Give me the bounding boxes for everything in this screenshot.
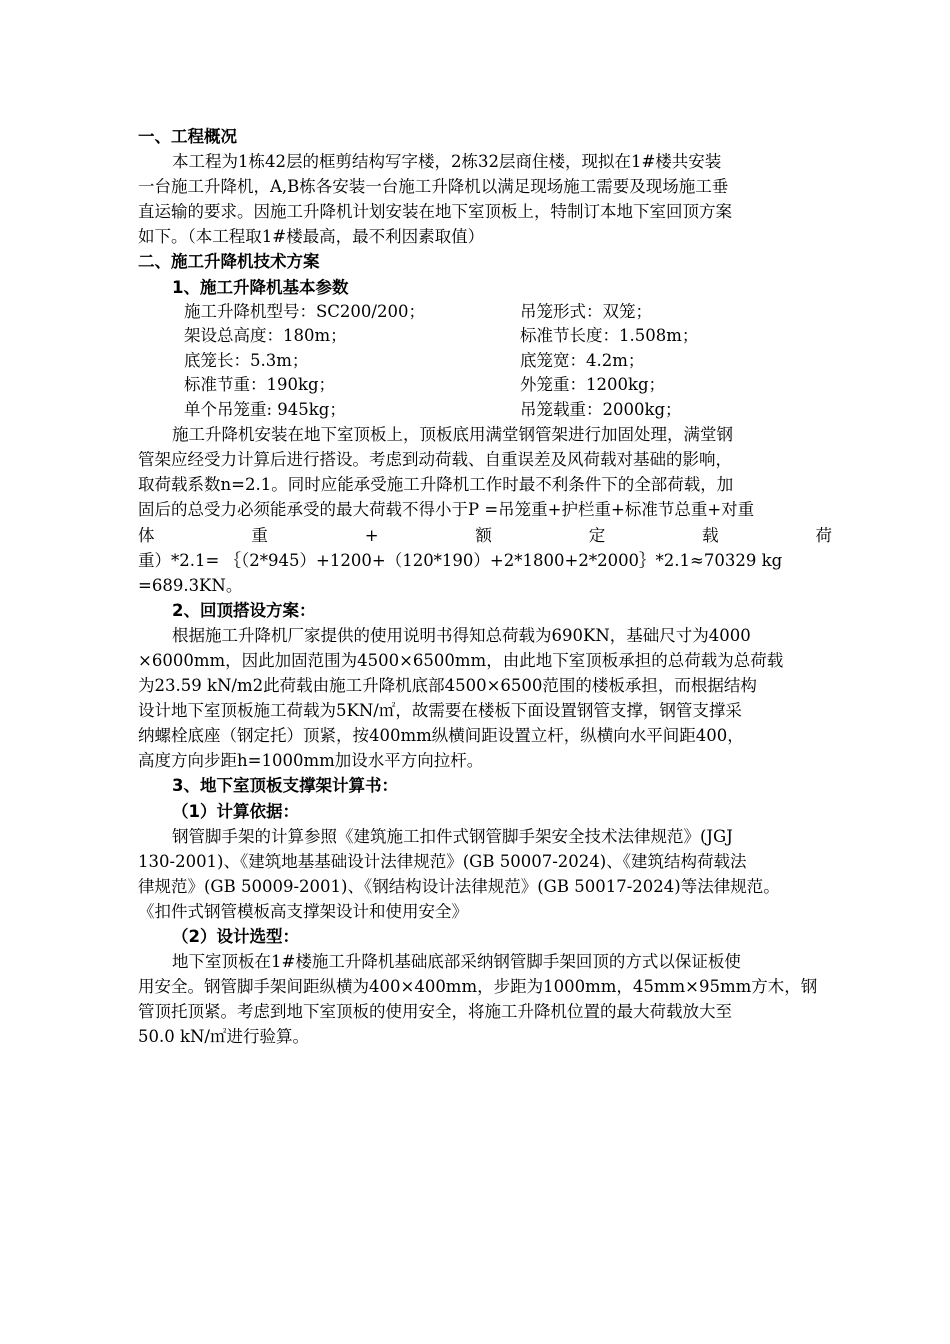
justified-word: 荷 bbox=[815, 525, 832, 545]
paragraph-line: 130-2001)、《建筑地基基础设计法律规范》(GB 50007-2024)、《建筑结构荷载法 bbox=[138, 851, 747, 871]
formula-line: 重）*2.1= ｛（2*945）+1200+（120*190）+2*1800+2*2000｝*2.1≈70329 kg bbox=[138, 550, 783, 570]
section-heading-tech-plan: 二、施工升降机技术方案 bbox=[138, 252, 320, 272]
paragraph-line: 固后的总受力必须能承受的最大荷载不得小于P =吊笼重+护栏重+标准节总重+对重 bbox=[138, 500, 755, 520]
paragraph-line: 50.0 kN/㎡进行验算。 bbox=[138, 1027, 309, 1047]
justified-word: 定 bbox=[588, 525, 606, 545]
paragraph-line: 纳螺栓底座（钢定托）顶紧，按400mm纵横间距设置立杆，纵横向水平间距400， bbox=[138, 726, 744, 746]
param-cell: 底笼长：5.3m； bbox=[184, 350, 309, 370]
document-body bbox=[138, 124, 838, 1050]
paragraph-line: 《扣件式钢管模板高支撑架设计和使用安全》 bbox=[138, 901, 468, 921]
paragraph-line: 用安全。钢管脚手架间距纵横为400×400mm，步距为1000mm，45mm×95mm方木，钢 bbox=[138, 977, 818, 997]
paragraph-line: 管架应经受力计算后进行搭设。考虑到动荷载、自重误差及风荷载对基础的影响， bbox=[138, 450, 732, 470]
paragraph-line: ×6000mm，因此加固范围为4500×6500mm，由此地下室顶板承担的总荷载为总荷载 bbox=[138, 651, 784, 670]
params-table bbox=[138, 300, 838, 423]
param-cell: 底笼宽：4.2m； bbox=[520, 350, 645, 370]
paragraph-line: 如下。（本工程取1#楼最高，最不利因素取值） bbox=[138, 227, 485, 247]
params-row bbox=[184, 373, 838, 398]
justified-word: 额 bbox=[475, 525, 492, 545]
paragraph-line: 管顶托顶紧。考虑到地下室顶板的使用安全，将施工升降机位置的最大荷载放大至 bbox=[138, 1002, 732, 1022]
subsection-heading-params: 1、施工升降机基本参数 bbox=[172, 277, 349, 297]
paragraph-line: 本工程为1栋42层的框剪结构写字楼，2栋32层商住楼，现拟在1#楼共安装 bbox=[172, 152, 722, 172]
paragraph-line: 一台施工升降机，A,B栋各安装一台施工升降机以满足现场施工需要及现场施工垂 bbox=[138, 177, 729, 197]
justified-line bbox=[138, 523, 832, 548]
param-cell: 标准节重：190kg； bbox=[184, 375, 336, 395]
section-heading-overview: 一、工程概况 bbox=[138, 127, 237, 146]
params-row bbox=[184, 349, 838, 374]
justified-word: 重 bbox=[251, 525, 268, 545]
paragraph-line: 设计地下室顶板施工荷载为5KN/㎡，故需要在楼板下面设置钢管支撑，钢管支撑采 bbox=[138, 701, 742, 721]
justified-word: 载 bbox=[702, 525, 719, 545]
justified-word: 体 bbox=[138, 525, 155, 545]
subsection-heading-support-plan: 2、回顶搭设方案： bbox=[172, 600, 316, 620]
paragraph-line: 律规范》(GB 50009-2001)、《钢结构设计法律规范》(GB 50017-2024)等法律规范。 bbox=[138, 876, 780, 896]
paragraph-line: 施工升降机安装在地下室顶板上，顶板底用满堂钢管架进行加固处理，满堂钢 bbox=[172, 425, 733, 445]
param-cell: 标准节长度：1.508m； bbox=[520, 326, 699, 346]
params-row bbox=[184, 324, 838, 349]
paragraph-line: 直运输的要求。因施工升降机计划安装在地下室顶板上，特制订本地下室回顶方案 bbox=[138, 202, 732, 222]
param-cell: 施工升降机型号：SC200/200； bbox=[184, 301, 425, 321]
subsection-heading-calculation: 3、地下室顶板支撑架计算书： bbox=[172, 776, 398, 796]
param-cell: 吊笼形式：双笼； bbox=[520, 301, 652, 321]
justified-word: + bbox=[364, 525, 379, 545]
paragraph-line: 钢管脚手架的计算参照《建筑施工扣件式钢管脚手架安全技术法律规范》(JGJ bbox=[172, 826, 733, 846]
paragraph-line: 高度方向步距h=1000mm加设水平方向拉杆。 bbox=[138, 751, 484, 771]
paragraph-line: 为23.59 kN/m2此荷载由施工升降机底部4500×6500范围的楼板承担，而根据结构 bbox=[138, 676, 757, 696]
paragraph-line: 取荷载系数n=2.1。同时应能承受施工升降机工作时最不利条件下的全部荷载，加 bbox=[138, 475, 734, 495]
param-cell: 吊笼载重：2000kg； bbox=[520, 399, 682, 419]
params-row bbox=[184, 398, 838, 423]
params-row bbox=[184, 300, 838, 325]
param-cell: 单个吊笼重: 945kg； bbox=[184, 399, 346, 419]
paragraph-line: 根据施工升降机厂家提供的使用说明书得知总荷载为690KN，基础尺寸为4000 bbox=[172, 625, 751, 645]
formula-result-line: =689.3KN。 bbox=[138, 575, 243, 595]
design-selection-heading: （2）设计选型： bbox=[172, 927, 299, 947]
paragraph-line: 地下室顶板在1#楼施工升降机基础底部采纳钢管脚手架回顶的方式以保证板使 bbox=[172, 952, 741, 972]
param-cell: 架设总高度：180m； bbox=[184, 326, 347, 346]
param-cell: 外笼重：1200kg； bbox=[520, 375, 666, 395]
calc-basis-heading: （1）计算依据： bbox=[172, 801, 299, 821]
